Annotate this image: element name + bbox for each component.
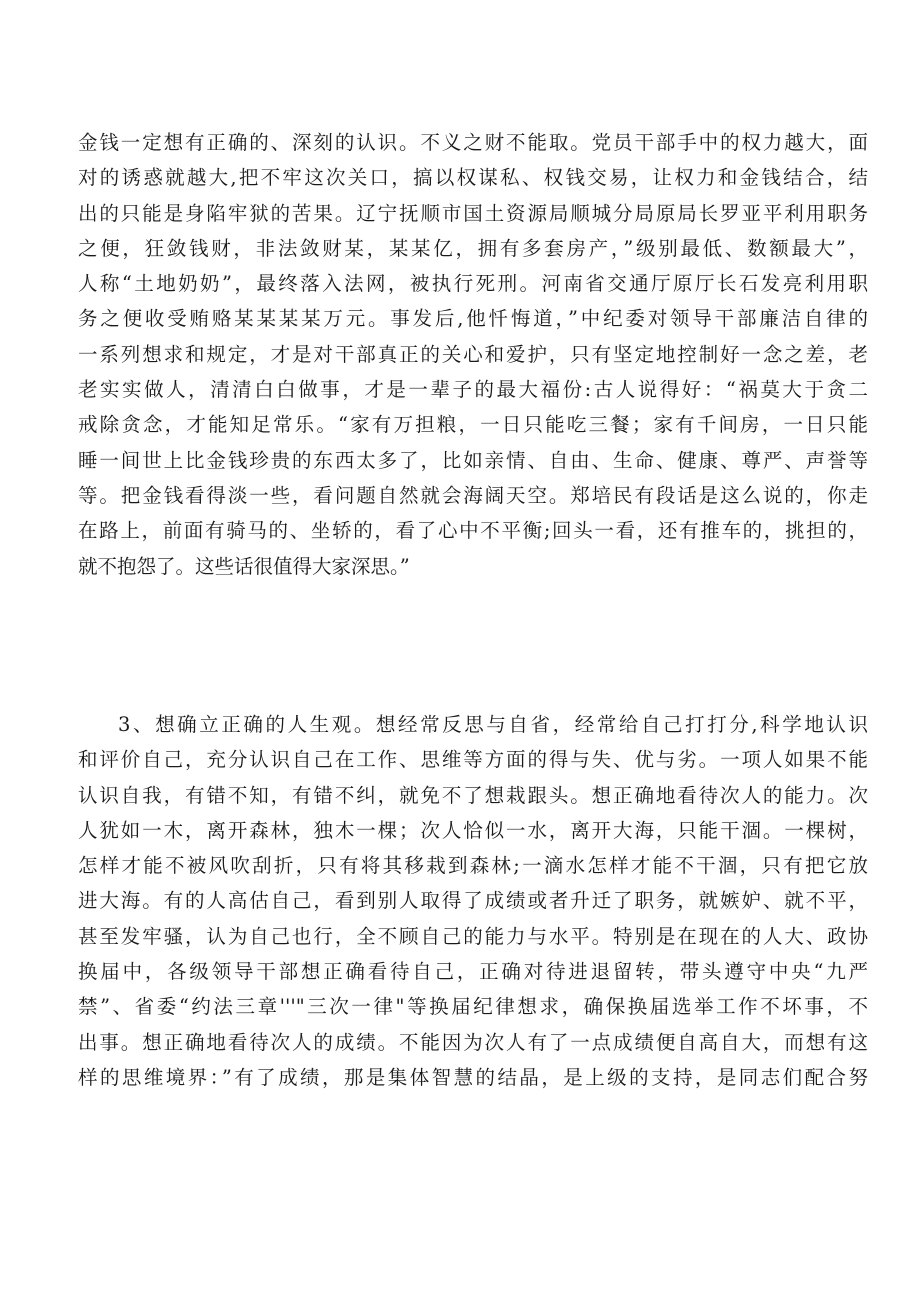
text-line: 出事。想正确地看待次人的成绩。不能因为次人有了一点成绩便自高自大，而想有这 [78, 1030, 868, 1054]
text-line: 3、想确立正确的人生观。想经常反思与自省，经常给自己打打分,科学地认识 [118, 713, 868, 736]
text-line: 换届中，各级领导干部想正确看待自己，正确对待进退留转，带头遵守中央“九严 [78, 960, 868, 984]
text-line: 在路上，前面有骑马的、坐轿的，看了心中不平衡;回头一看，还有推车的，挑担的， [78, 519, 868, 543]
text-line: 进大海。有的人高估自己，看到别人取得了成绩或者升迁了职务，就嫉妒、就不平， [78, 889, 868, 913]
text-line: 认识自我，有错不知，有错不纠，就免不了想栽跟头。想正确地看待次人的能力。次 [78, 783, 868, 807]
text-line: 甚至发牢骚，认为自己也行，全不顾自己的能力与水平。特别是在现在的人大、政协 [78, 924, 868, 948]
text-line: 戒除贪念，才能知足常乐。“家有万担粮，一日只能吃三餐；家有千间房，一日只能 [78, 413, 868, 437]
text-line: 一系列想求和规定，才是对干部真正的关心和爱护，只有坚定地控制好一念之差，老 [78, 342, 868, 366]
text-line: 出的只能是身陷牢狱的苦果。辽宁抚顺市国土资源局顺城分局原局长罗亚平利用职务 [78, 201, 868, 225]
text-line: 务之便收受贿赂某某某某万元。事发后,他忏悔道，”中纪委对领导干部廉洁自律的 [78, 307, 868, 331]
paragraph-money-attitude [78, 125, 868, 584]
text-line: 人称“土地奶奶”，最终落入法网，被执行死刑。河南省交通厅原厅长石发亮利用职 [78, 272, 868, 296]
text-line: 就不抱怨了。这些话很值得大家深思。” [78, 554, 410, 578]
text-line: 等。把金钱看得淡一些，看问题自然就会海阔天空。郑培民有段话是这么说的，你走 [78, 483, 868, 507]
text-line: 金钱一定想有正确的、深刻的认识。不义之财不能取。党员干部手中的权力越大，面 [78, 131, 868, 154]
text-line: 睡一间世上比金钱珍贵的东西太多了，比如亲情、自由、生命、健康、尊严、声誉等 [78, 448, 868, 472]
text-line: 样的思维境界：”有了成绩，那是集体智慧的结晶，是上级的支持，是同志们配合努 [78, 1065, 868, 1089]
text-line: 对的诱惑就越大,把不牢这次关口，搞以权谋私、权钱交易，让权力和金钱结合，结 [78, 166, 868, 190]
text-line: 人犹如一木，离开森林，独木一棵；次人恰似一水，离开大海，只能干涸。一棵树， [78, 818, 868, 842]
paragraph-life-outlook [78, 707, 868, 1095]
text-line: 禁”、省委“约法三章'''"三次一律"等换届纪律想求，确保换届选举工作不坏事，不 [78, 995, 868, 1019]
text-line: 和评价自己，充分认识自己在工作、思维等方面的得与失、优与劣。一项人如果不能 [78, 748, 868, 772]
text-line: 怎样才能不被风吹刮折，只有将其移栽到森林;一滴水怎样才能不干涸，只有把它放 [78, 854, 868, 878]
text-line: 老实实做人，清清白白做事，才是一辈子的最大福份:古人说得好：“祸莫大于贪二 [78, 378, 868, 402]
text-line: 之便，狂敛钱财，非法敛财某，某某亿，拥有多套房产，”级别最低、数额最大”， [78, 236, 868, 260]
